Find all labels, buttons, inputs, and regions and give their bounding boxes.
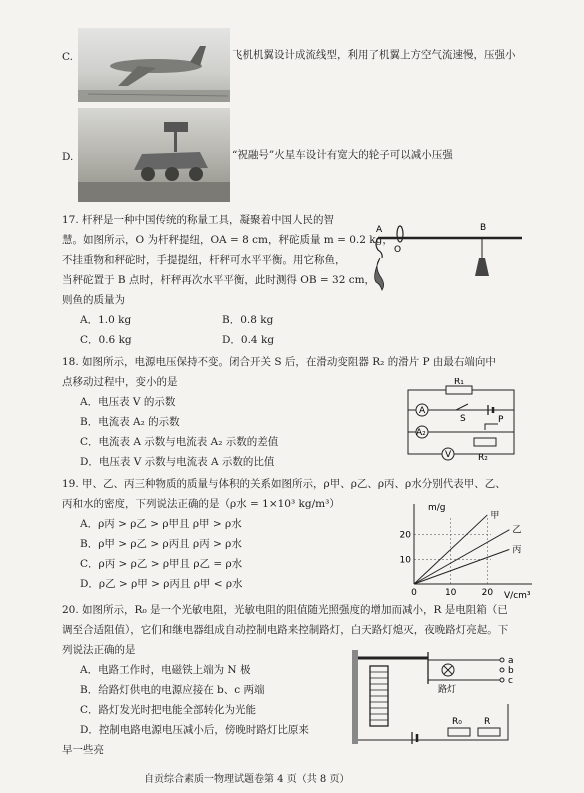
ammeter-a-label: A bbox=[419, 406, 426, 416]
weight-icon bbox=[475, 258, 489, 276]
q20-option-d-cont: 早一些亮 bbox=[62, 744, 104, 756]
q17-line-2: 慧。如图所示，O 为杆秤提纽，OA = 8 cm，秤砣质量 m = 0.2 kg， bbox=[62, 234, 393, 246]
chart-x-axis-label: V/cm³ bbox=[504, 591, 531, 601]
q19-option-d: D．ρ乙 > ρ甲 > ρ丙且 ρ甲 < ρ水 bbox=[80, 578, 243, 590]
chart-x-tick-label: 20 bbox=[481, 588, 494, 598]
q18-circuit-figure bbox=[394, 378, 528, 474]
chart-series-label: 甲 bbox=[490, 510, 500, 521]
chart-y-axis-label: m/g bbox=[428, 503, 446, 513]
q17-option-b: B．0.8 kg bbox=[222, 314, 274, 326]
street-lamp-label: 路灯 bbox=[438, 685, 457, 695]
point-b-label: B bbox=[480, 223, 487, 233]
r2-label: R₂ bbox=[478, 453, 488, 463]
terminal-c-label: c bbox=[508, 676, 513, 686]
q20-line-3: 列说法正确的是 bbox=[62, 644, 136, 656]
q20-option-b: B．给路灯供电的电源应接在 b、c 两端 bbox=[80, 684, 265, 696]
q17-option-c: C．0.6 kg bbox=[80, 334, 132, 346]
steelyard-figure bbox=[364, 214, 534, 294]
chart-y-tick-label: 20 bbox=[399, 530, 411, 541]
switch-label: S bbox=[460, 414, 466, 424]
terminal-a-label: a bbox=[508, 656, 514, 666]
chart-x-tick-label: 10 bbox=[444, 588, 457, 598]
q17-option-a: A．1.0 kg bbox=[80, 314, 132, 326]
lift-button-icon bbox=[397, 226, 403, 242]
airplane-icon bbox=[78, 28, 230, 102]
q19-option-c: C．ρ丙 > ρ乙 > ρ甲且 ρ乙 = ρ水 bbox=[80, 558, 243, 570]
q17-option-d: D．0.4 kg bbox=[222, 334, 275, 346]
q17-line-1: 17. 杆秤是一种中国传统的称量工具，凝聚着中国人民的智 bbox=[62, 214, 335, 226]
option-d-label: D. bbox=[62, 151, 74, 163]
rover-icon bbox=[78, 108, 230, 202]
q18-option-a: A．电压表 V 的示数 bbox=[80, 396, 176, 408]
q19-line-1: 19. 甲、乙、丙三种物质的质量与体积的关系如图所示，ρ甲、ρ乙、ρ丙、ρ水分别代表甲、乙、 bbox=[62, 478, 506, 490]
q19-option-b: B．ρ甲 > ρ乙 > ρ丙且 ρ丙 > ρ水 bbox=[80, 538, 242, 550]
ammeter-a2-label: A₂ bbox=[416, 428, 426, 438]
density-chart bbox=[392, 500, 540, 602]
chart-x-tick-label: 0 bbox=[411, 588, 417, 598]
chart-series-label: 丙 bbox=[512, 545, 522, 556]
airplane-photo bbox=[78, 28, 230, 102]
q20-option-c: C．路灯发光时把电能全部转化为光能 bbox=[80, 704, 257, 716]
r1-label: R₁ bbox=[454, 378, 464, 387]
slider-p-label: P bbox=[498, 415, 504, 425]
chart-y-tick-label: 10 bbox=[399, 555, 411, 566]
option-c-label: C. bbox=[62, 51, 73, 63]
q20-line-2: 调至合适阻值），它们和继电器组成自动控制电路来控制路灯，白天路灯熄灭，夜晚路灯亮起。下 bbox=[62, 624, 509, 636]
r0-label: R₀ bbox=[452, 717, 462, 727]
q18-line-2: 点移动过程中，变小的是 bbox=[62, 376, 178, 388]
q18-option-b: B．电流表 A₂ 的示数 bbox=[80, 416, 180, 428]
chart-series-line bbox=[414, 549, 509, 584]
voltmeter-label: V bbox=[445, 450, 452, 460]
q19-line-2: 丙和水的密度，下列说法正确的是（ρ水 = 1×10³ kg/m³） bbox=[62, 498, 340, 510]
q19-option-a: A．ρ丙 > ρ乙 > ρ甲且 ρ甲 > ρ水 bbox=[80, 518, 242, 530]
q20-line-1: 20. 如图所示，R₀ 是一个光敏电阻，光敏电阻的阻值随光照强度的增加而减小，R 是电阻箱（已 bbox=[62, 604, 508, 616]
point-a-label: A bbox=[376, 225, 383, 235]
q17-line-3: 不挂重物和秤砣时，手提提纽，杆秤可水平平衡。用它称鱼， bbox=[62, 254, 346, 266]
q17-line-4: 当秤砣置于 B 点时，杆秤再次水平平衡，此时测得 OB = 32 cm， bbox=[62, 274, 376, 286]
option-c-text: 飞机机翼设计成流线型，利用了机翼上方空气流速慢，压强小 bbox=[232, 49, 516, 61]
fish-icon bbox=[375, 258, 384, 290]
q20-option-a: A．电路工作时，电磁铁上端为 N 极 bbox=[80, 664, 251, 676]
point-o-label: O bbox=[394, 245, 402, 255]
chart-series-label: 乙 bbox=[512, 525, 522, 536]
q18-line-1: 18. 如图所示，电源电压保持不变。闭合开关 S 后，在滑动变阻器 R₂ 的滑片 P 由最右端向中 bbox=[62, 356, 496, 368]
q20-option-d: D．控制电路电源电压减小后，傍晚时路灯比原来 bbox=[80, 724, 309, 736]
page-footer: 自贡综合素质一物理试题卷第 4 页（共 8 页） bbox=[144, 774, 350, 785]
q18-option-d: D．电压表 V 示数与电流表 A 示数的比值 bbox=[80, 456, 275, 468]
relay-circuit-figure bbox=[338, 644, 524, 750]
option-d-text: “祝融号”火星车设计有宽大的轮子可以减小压强 bbox=[232, 149, 453, 161]
q17-line-5: 则鱼的质量为 bbox=[62, 294, 125, 306]
q18-option-c: C．电流表 A 示数与电流表 A₂ 示数的差值 bbox=[80, 436, 279, 448]
chart-series-line bbox=[414, 530, 509, 584]
chart-series-line bbox=[414, 515, 487, 584]
r-label: R bbox=[484, 717, 491, 727]
mars-rover-photo bbox=[78, 108, 230, 202]
terminal-b-label: b bbox=[508, 666, 514, 676]
